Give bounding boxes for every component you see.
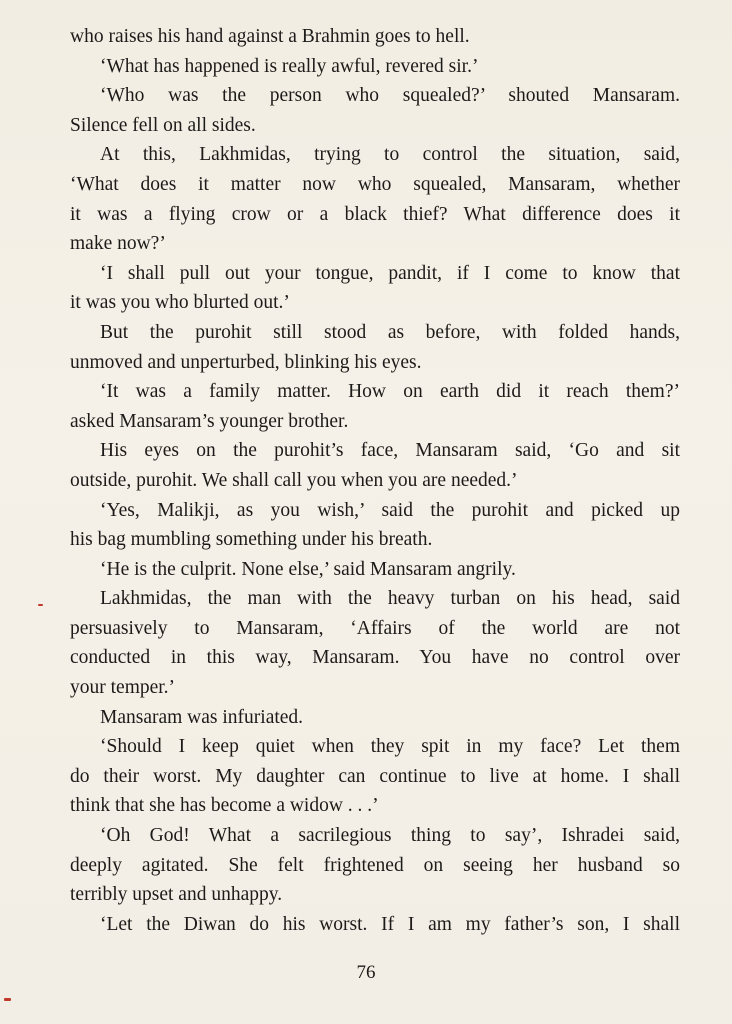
text-line: make now?’ xyxy=(70,233,166,255)
text-line: it was a flying crow or a black thief? What difference does it xyxy=(70,203,680,225)
text-line: ‘What has happened is really awful, revered sir.’ xyxy=(100,55,479,77)
text-line: think that she has become a widow . . .’ xyxy=(70,795,379,817)
text-line: At this, Lakhmidas, trying to control the situation, said, xyxy=(100,144,680,166)
body-text xyxy=(70,22,680,939)
text-line: Mansaram was infuriated. xyxy=(100,706,304,728)
text-line: ‘I shall pull out your tongue, pandit, if I come to know that xyxy=(100,262,680,284)
corner-mark xyxy=(4,998,11,1001)
text-line: deeply agitated. She felt frightened on seeing her husband so xyxy=(70,854,680,876)
text-line: who raises his hand against a Brahmin goes to hell. xyxy=(70,26,470,47)
text-line: unmoved and unperturbed, blinking his eyes. xyxy=(70,351,422,373)
text-line: ‘Should I keep quiet when they spit in my face? Let them xyxy=(100,736,680,758)
text-line: ‘Yes, Malikji, as you wish,’ said the purohit and picked up xyxy=(100,499,680,521)
text-line: persuasively to Mansaram, ‘Affairs of the world are not xyxy=(70,617,680,639)
text-line: ‘What does it matter now who squealed, Mansaram, whether xyxy=(70,173,680,195)
text-line: conducted in this way, Mansaram. You have no control over xyxy=(70,647,680,669)
text-line: ‘Oh God! What a sacrilegious thing to say’, Ishradei said, xyxy=(100,825,680,847)
text-line: ‘He is the culprit. None else,’ said Mansaram angrily. xyxy=(100,558,516,580)
text-line: Silence fell on all sides. xyxy=(70,114,256,136)
text-line: But the purohit still stood as before, with folded hands, xyxy=(100,321,680,343)
text-line: outside, purohit. We shall call you when you are needed.’ xyxy=(70,469,518,491)
text-line: Lakhmidas, the man with the heavy turban on his head, said xyxy=(100,588,680,610)
text-line: terribly upset and unhappy. xyxy=(70,884,283,906)
text-line: ‘It was a family matter. How on earth did it reach them?’ xyxy=(100,381,680,403)
text-line: his bag mumbling something under his breath. xyxy=(70,529,433,551)
text-line: it was you who blurted out.’ xyxy=(70,292,290,314)
text-line: His eyes on the purohit’s face, Mansaram said, ‘Go and sit xyxy=(100,440,680,462)
text-line: do their worst. My daughter can continue to live at home. I shall xyxy=(70,765,680,787)
page-number: 76 xyxy=(356,962,376,983)
text-line: ‘Let the Diwan do his worst. If I am my father’s son, I shall xyxy=(100,913,680,935)
margin-mark xyxy=(38,604,43,606)
text-line: asked Mansaram’s younger brother. xyxy=(70,410,349,432)
text-line: ‘Who was the person who squealed?’ shouted Mansaram. xyxy=(100,85,680,107)
text-line: your temper.’ xyxy=(70,677,176,699)
